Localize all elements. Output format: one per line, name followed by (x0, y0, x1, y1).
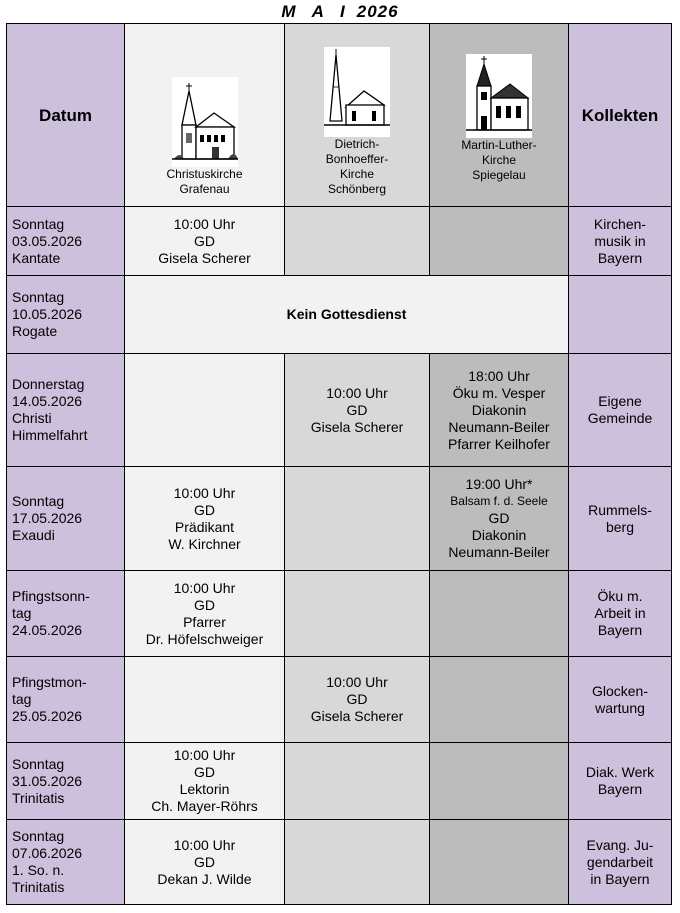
collection-cell: Evang. Ju- gendarbeit in Bayern (569, 820, 672, 905)
christuskirche-service-cell: 10:00 Uhr GD Prädikant W. Kirchner (125, 467, 285, 571)
table-row (7, 467, 672, 571)
table-row (7, 743, 672, 820)
collection-cell: Eigene Gemeinde (569, 354, 672, 467)
martin-luther-service-cell (430, 207, 569, 276)
table-row (7, 820, 672, 905)
bonhoeffer-service-cell: 10:00 Uhr GD Gisela Scherer (285, 657, 430, 743)
date-column-header: Datum (7, 24, 125, 207)
bonhoeffer-kirche-name: Dietrich- Bonhoeffer- Kirche Schönberg (325, 137, 389, 196)
month-label: M A I (281, 2, 351, 21)
christuskirche-service-cell: 10:00 Uhr GD Lektorin Ch. Mayer-Röhrs (125, 743, 285, 820)
martin-luther-service-cell (430, 820, 569, 905)
martin-luther-kirche-header (430, 24, 569, 207)
year-label: 2026 (356, 2, 399, 21)
martin-luther-church-icon (466, 54, 532, 138)
collection-cell: Öku m. Arbeit in Bayern (569, 571, 672, 657)
bonhoeffer-service-cell (285, 743, 430, 820)
table-row (7, 354, 672, 467)
christuskirche-header (125, 24, 285, 207)
collection-cell: Diak. Werk Bayern (569, 743, 672, 820)
bonhoeffer-service-cell (285, 820, 430, 905)
christuskirche-service-cell: 10:00 Uhr GD Dekan J. Wilde (125, 820, 285, 905)
bonhoeffer-service-cell (285, 207, 430, 276)
collection-cell (569, 276, 672, 354)
martin-luther-service-cell (430, 743, 569, 820)
martin-luther-service-cell: 19:00 Uhr* Balsam f. d. Seele GD Diakonin Neumann-Beiler (430, 467, 569, 571)
bonhoeffer-church-icon (324, 47, 390, 137)
christuskirche-name: Christuskirche Grafenau (166, 167, 243, 196)
date-cell: Pfingstmon- tag 25.05.2026 (7, 657, 125, 743)
date-cell: Pfingstsonn- tag 24.05.2026 (7, 571, 125, 657)
christuskirche-service-cell (125, 354, 285, 467)
martin-luther-kirche-name: Martin-Luther- Kirche Spiegelau (461, 138, 537, 182)
collection-cell: Kirchen- musik in Bayern (569, 207, 672, 276)
table-row (7, 657, 672, 743)
christuskirche-service-cell: 10:00 Uhr GD Gisela Scherer (125, 207, 285, 276)
no-service-notice: Kein Gottesdienst (125, 276, 569, 354)
collection-column-header: Kollekten (569, 24, 672, 207)
date-cell: Sonntag 10.05.2026 Rogate (7, 276, 125, 354)
bonhoeffer-service-cell (285, 467, 430, 571)
table-row (7, 276, 672, 354)
table-row (7, 571, 672, 657)
service-schedule-table (6, 23, 672, 905)
collection-cell: Rummels- berg (569, 467, 672, 571)
christuskirche-service-cell (125, 657, 285, 743)
date-cell: Donnerstag 14.05.2026 Christi Himmelfahrt (7, 354, 125, 467)
header-row (7, 24, 672, 207)
christuskirche-church-icon (172, 77, 238, 167)
bonhoeffer-service-cell (285, 571, 430, 657)
martin-luther-service-cell (430, 571, 569, 657)
christuskirche-service-cell: 10:00 Uhr GD Pfarrer Dr. Höfelschweiger (125, 571, 285, 657)
bonhoeffer-service-cell: 10:00 Uhr GD Gisela Scherer (285, 354, 430, 467)
martin-luther-service-cell (430, 657, 569, 743)
bonhoeffer-kirche-header (285, 24, 430, 207)
month-title (0, 2, 680, 22)
table-row (7, 207, 672, 276)
martin-luther-service-cell: 18:00 Uhr Öku m. Vesper Diakonin Neumann-Beiler Pfarrer Keilhofer (430, 354, 569, 467)
date-cell: Sonntag 03.05.2026 Kantate (7, 207, 125, 276)
date-cell: Sonntag 07.06.2026 1. So. n. Trinitatis (7, 820, 125, 905)
collection-cell: Glocken- wartung (569, 657, 672, 743)
date-cell: Sonntag 31.05.2026 Trinitatis (7, 743, 125, 820)
date-cell: Sonntag 17.05.2026 Exaudi (7, 467, 125, 571)
